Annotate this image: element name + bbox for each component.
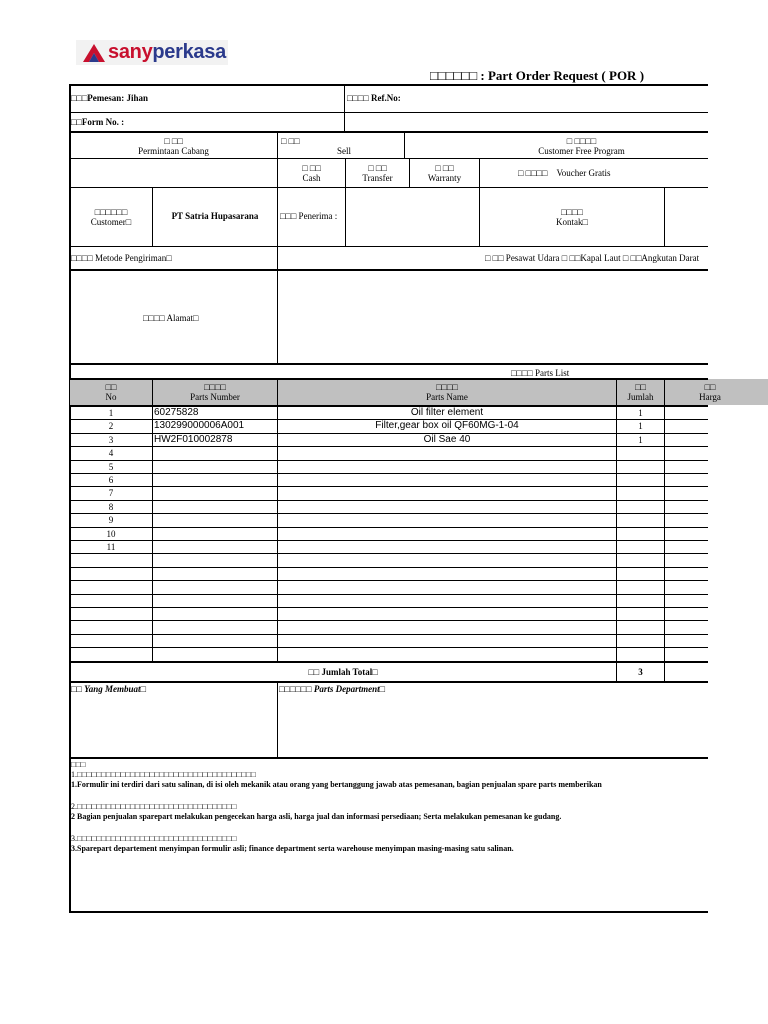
grid-line: [277, 682, 278, 758]
grid-line: [69, 757, 708, 759]
option-permintaan-checkbox[interactable]: □ □□ Permintaan Cabang: [138, 136, 209, 156]
row-no: 9: [108, 515, 114, 525]
grid-line: [69, 446, 708, 447]
grid-line: [69, 500, 708, 501]
grid-line: [344, 84, 345, 132]
maker-signature-label: □□ Yang Membuat□: [71, 684, 146, 694]
note-3: 3.Sparepart departement menyimpan formulir asli; finance department serta warehouse menyimpan masing-masing satu salinan.: [71, 844, 514, 853]
penerima-label: □□□ Penerima :: [280, 211, 338, 221]
row-no: 10: [106, 529, 116, 539]
grid-line: [69, 527, 708, 528]
company-logo: [76, 40, 228, 65]
alamat-label: □□□□ Alamat□: [143, 313, 199, 323]
grid-line: [69, 567, 708, 568]
refno-field: □□□□ Ref.No:: [347, 93, 401, 103]
grid-line: [69, 607, 708, 608]
grid-line: [69, 540, 708, 541]
row-no: 1: [108, 408, 114, 418]
grid-line: [69, 84, 708, 86]
row-no: 4: [108, 448, 114, 458]
grid-line: [69, 513, 708, 514]
row-no: 8: [108, 502, 114, 512]
grid-line: [69, 269, 708, 271]
note-2-cn: 2.□□□□□□□□□□□□□□□□□□□□□□□□□□□□□□□□□: [71, 802, 237, 811]
note-2: 2 Bagian penjualan sparepart melakukan pengecekan harga asli, harga jual dan informasi persediaan; Serta melakukan pemesanan ke gudang.: [71, 812, 562, 821]
row-no: 6: [108, 475, 114, 485]
shipping-method-label: □□□□ Metode Pengiriman□: [71, 253, 172, 263]
grid-line: [69, 246, 708, 247]
row-parts-number: 130299000006A001: [154, 420, 245, 431]
note-1-cn: 1.□□□□□□□□□□□□□□□□□□□□□□□□□□□□□□□□□□□□□: [71, 770, 256, 779]
grid-line: [664, 379, 665, 682]
logo-mark-icon: [82, 43, 106, 63]
dept-signature-label: □□□□□□ Parts Department□: [279, 684, 386, 694]
row-jumlah: 1: [638, 408, 643, 418]
option-voucher-checkbox[interactable]: □ □□□□ Voucher Gratis: [518, 168, 611, 178]
grid-line: [69, 662, 708, 663]
row-parts-name: Filter,gear box oil QF60MG-1-04: [375, 420, 519, 431]
grid-line: [664, 188, 665, 246]
row-parts-name: Oil Sae 40: [423, 434, 471, 445]
form-title: □□□□□□ : Part Order Request ( POR ): [430, 68, 645, 83]
row-parts-name: Oil filter element: [410, 407, 484, 418]
customer-name: PT Satria Hupasarana: [171, 211, 259, 221]
formno-field: □□Form No. :: [71, 117, 125, 127]
grid-line: [479, 159, 480, 246]
grid-line: [69, 486, 708, 487]
row-no: 7: [108, 488, 114, 498]
grid-line: [69, 911, 708, 913]
note-1: 1.Formulir ini terdiri dari satu salinan, di isi oleh mekanik atau orang yang bertanggung jawab atas pemesanan, bagian penjualan spare parts memberikan: [71, 780, 602, 789]
shipping-method-options[interactable]: □ □□ Pesawat Udara □ □□Kapal Laut □ □□Angkutan Darat: [485, 253, 700, 263]
grid-line: [69, 112, 708, 113]
row-jumlah: 1: [638, 421, 643, 431]
grid-line: [69, 473, 708, 474]
col-header-parts-number: □□□□ Parts Number: [190, 382, 240, 402]
row-jumlah: 1: [638, 435, 643, 445]
grid-line: [69, 131, 708, 133]
row-parts-number: 60275828: [154, 407, 199, 418]
option-cash-checkbox[interactable]: □ □□ Cash: [302, 163, 321, 183]
col-header-harga: □□ Harga: [699, 382, 721, 402]
grid-line: [69, 580, 708, 581]
option-free-program-checkbox[interactable]: □ □□□□ Customer Free Program: [538, 136, 625, 156]
col-header-parts-name: □□□□ Parts Name: [426, 382, 468, 402]
row-parts-number: HW2F010002878: [154, 434, 233, 445]
row-no: 5: [108, 462, 114, 472]
grid-line: [69, 647, 708, 648]
grid-line: [69, 378, 708, 380]
customer-label: □□□□□□ Customer□: [90, 207, 132, 227]
grid-line: [69, 460, 708, 461]
grid-line: [69, 681, 708, 683]
grid-line: [69, 594, 708, 595]
note-3-cn: 3.□□□□□□□□□□□□□□□□□□□□□□□□□□□□□□□□□: [71, 834, 237, 843]
grid-line: [69, 634, 708, 635]
grid-line: [277, 270, 278, 364]
option-warranty-checkbox[interactable]: □ □□ Warranty: [427, 163, 462, 183]
total-label: □□ Jumlah Total□: [308, 667, 378, 677]
logo-text: sanyperkasa: [108, 41, 226, 63]
grid-line: [69, 363, 708, 365]
grid-line: [69, 620, 708, 621]
row-no: 2: [108, 421, 114, 431]
notes-heading: □□□: [71, 760, 86, 769]
grid-line: [69, 553, 708, 554]
grid-line: [69, 187, 708, 188]
col-header-no: □□ No: [105, 382, 117, 402]
grid-line: [69, 158, 708, 159]
row-no: 3: [108, 435, 114, 445]
row-no: 11: [106, 542, 116, 552]
total-qty: 3: [638, 667, 643, 677]
pemesan-field: □□□Pemesan: Jihan: [71, 93, 149, 103]
parts-list-title: □□□□ Parts List: [511, 368, 570, 378]
option-sell-checkbox[interactable]: □ □□ Sell: [281, 136, 352, 156]
option-transfer-checkbox[interactable]: □ □□ Transfer: [362, 163, 393, 183]
kontak-label: □□□□ Kontak□: [556, 207, 588, 227]
col-header-jumlah: □□ Jumlah: [627, 382, 654, 402]
